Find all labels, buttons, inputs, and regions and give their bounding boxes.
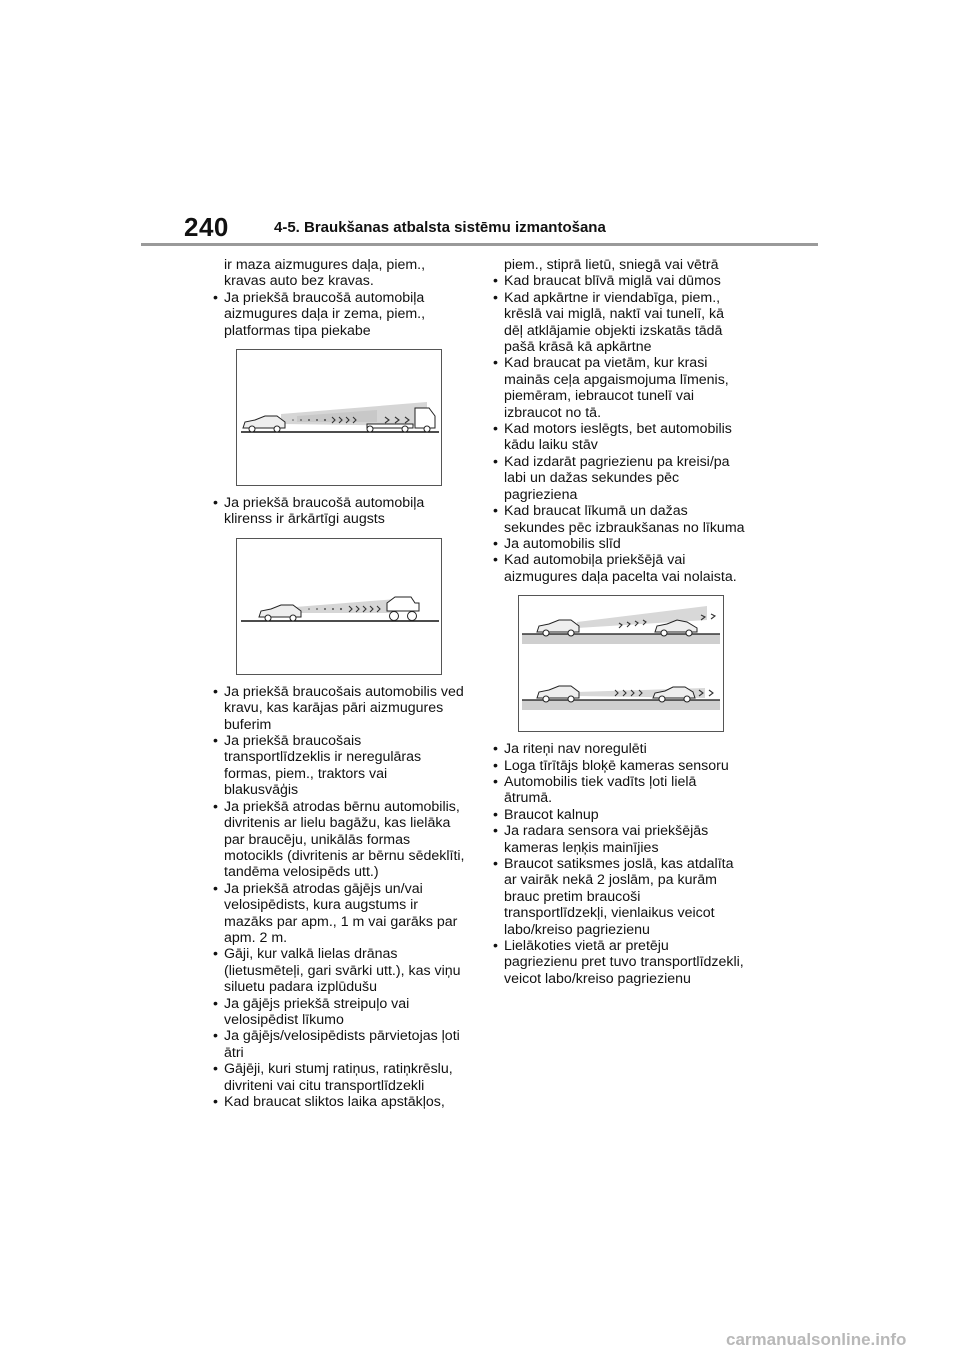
text-line: labo/kreiso pagriezienu [504, 921, 650, 938]
list-item [490, 454, 758, 503]
watermark: carmanualsonline.info [726, 1330, 907, 1349]
high-clearance-illustration [237, 539, 441, 674]
list-item [210, 684, 472, 733]
text-line: • Ja priekšā atrodas bērnu automobilis, [210, 799, 472, 815]
text-line: tandēma velosipēds utt.) [224, 864, 379, 881]
figure-low-trailer [236, 349, 442, 486]
text-line: kravu, kas karājas pāri aizmugures [224, 700, 444, 717]
text-line: kameras leņķis mainījies [504, 839, 659, 856]
low-trailer-illustration [237, 350, 441, 485]
list-item [210, 1094, 472, 1110]
list-item [490, 552, 758, 585]
text-line: • Kad braucat blīvā miglā vai dūmos [490, 273, 758, 289]
left-block4 [210, 684, 472, 1111]
text-line: par braucēju, unikālās formas [224, 831, 411, 848]
text-line: klirenss ir ārkārtīgi augsts [224, 511, 385, 528]
figure-tilted-vehicle [518, 595, 724, 732]
list-item [210, 733, 472, 799]
text-line: • Automobilis tiek vadīts ļoti lielā [490, 774, 758, 790]
text-line: • Kad izdarāt pagriezienu pa kreisi/pa [490, 454, 758, 470]
list-item [210, 881, 472, 947]
text-line: • Kad apkārtne ir viendabīga, piem., [490, 290, 758, 306]
list-item [490, 536, 758, 552]
left-column [210, 257, 472, 1110]
list-item [210, 1061, 472, 1094]
header-divider [141, 243, 818, 246]
list-item [210, 495, 472, 528]
list-item [210, 996, 472, 1029]
text-line: • Ja riteņi nav noregulēti [490, 741, 758, 757]
text-line: kādu laiku stāv [504, 437, 598, 454]
text-line: blakusvāģis [224, 782, 299, 799]
list-item [490, 503, 758, 536]
text-line: ir maza aizmugures daļa, piem., [224, 257, 426, 273]
right-column [490, 257, 758, 987]
figure-high-clearance [236, 538, 442, 675]
list-item [490, 758, 758, 774]
left-block1 [210, 257, 472, 290]
text-line: • Loga tīrītājs bloķē kameras sensoru [490, 758, 758, 774]
list-item [490, 774, 758, 807]
text-line: • Ja radara sensora vai priekšējās [490, 823, 758, 839]
text-line: motocikls (divritenis ar bērnu sēdeklīti, [224, 847, 465, 864]
text-line: pagriezienu pret tuvo transportlīdzekli, [504, 954, 744, 971]
list-item [210, 799, 472, 881]
text-line: labi un dažas sekundes pēc [504, 470, 680, 487]
list-item [490, 856, 758, 938]
list-item [490, 421, 758, 454]
text-line: • Kad braucat pa vietām, kur krasi [490, 355, 758, 371]
text-line: • Ja priekšā braucošā automobiļa [210, 290, 472, 306]
list-item [210, 1028, 472, 1061]
text-line: • Ja gājējs priekšā streipuļo vai [210, 996, 472, 1012]
list-item [210, 946, 472, 995]
text-line: • Ja priekšā braucošais [210, 733, 472, 749]
text-line: • Lielākoties vietā ar pretēju [490, 938, 758, 954]
text-line: velosipēdist līkumo [224, 1011, 344, 1028]
list-item [490, 823, 758, 856]
text-line: aizmugures daļa ir zema, piem., [224, 306, 426, 323]
tilted-vehicle-illustration [519, 596, 723, 731]
text-line: • Kad braucat sliktos laika apstākļos, [210, 1094, 472, 1110]
text-line: mazāks par apm., 1 m vai garāks par [224, 913, 458, 930]
text-line: • Ja gājējs/velosipēdists pārvietojas ļoti [210, 1028, 472, 1044]
list-item [490, 741, 758, 757]
text-line: divritenis ar lielu bagāžu, kas lielāka [224, 815, 451, 832]
list-item [490, 938, 758, 987]
text-line: krēslā vai miglā, naktī vai tunelī, kā [504, 306, 725, 323]
text-line: • Braucot satiksmes joslā, kas atdalīta [490, 856, 758, 872]
text-line: aizmugures daļa pacelta vai nolaista. [504, 568, 737, 585]
list-item [210, 290, 472, 339]
text-line: • Gāji, kur valkā lielas drānas [210, 946, 472, 962]
page-number: 240 [184, 212, 229, 242]
text-line: • Ja priekšā braucošais automobilis ved [210, 684, 472, 700]
text-line: piem., stiprā lietū, sniegā vai vētrā [504, 257, 719, 273]
text-line: piemēram, iebraucot tunelī vai [504, 388, 695, 405]
text-line: transportlīdzeklis ir neregulāras [224, 749, 422, 766]
list-item [490, 290, 758, 356]
text-line: transportlīdzekļi, vienlaikus veicot [504, 905, 715, 922]
text-line: • Ja priekšā atrodas gājējs un/vai [210, 881, 472, 897]
text-line: pagrieziena [504, 486, 578, 503]
text-line: brauc pretim braucoši [504, 888, 641, 905]
text-line: velosipēdists, kura augstums ir [224, 897, 418, 914]
list-item [490, 355, 758, 421]
list-item [490, 273, 758, 289]
text-line: • Ja priekšā braucošā automobiļa [210, 495, 472, 511]
text-line: • Kad motors ieslēgts, bet automobilis [490, 421, 758, 437]
text-line: izbraucot no tā. [504, 404, 602, 421]
text-line: veicot labo/kreiso pagriezienu [504, 970, 691, 987]
section-title: 4-5. Braukšanas atbalsta sistēmu izmantošana [274, 219, 606, 236]
text-line: mainās ceļa apgaismojuma līmenis, [504, 371, 729, 388]
text-line: platformas tipa piekabe [224, 322, 371, 339]
text-line: • Ja automobilis slīd [490, 536, 758, 552]
text-line: (lietusmēteļi, gari svārki utt.), kas viņu [224, 962, 461, 979]
text-line: siluetu padara izplūdušu [224, 979, 378, 996]
text-line: dēļ atklājamie objekti izskatās tādā [504, 322, 723, 339]
text-line: • Kad automobiļa priekšējā vai [490, 552, 758, 568]
text-line: ar vairāk nekā 2 joslām, pa kurām [504, 872, 717, 889]
text-line: ātri [224, 1044, 244, 1061]
list-item [490, 807, 758, 823]
text-line: buferim [224, 716, 272, 733]
text-line: divriteni vai citu transportlīdzekli [224, 1077, 425, 1094]
text-line: ātrumā. [504, 790, 553, 807]
text-line: pašā krāsā kā apkārtne [504, 339, 652, 356]
text-line: • Kad braucat līkumā un dažas [490, 503, 758, 519]
text-line: apm. 2 m. [224, 929, 288, 946]
text-line: • Gājēji, kuri stumj ratiņus, ratiņkrēslu, [210, 1061, 472, 1077]
text-line: • Braucot kalnup [490, 807, 758, 823]
text-line: kravas auto bez kravas. [224, 273, 374, 290]
text-line: sekundes pēc izbraukšanas no līkuma [504, 519, 745, 536]
text-line: formas, piem., traktors vai [224, 765, 388, 782]
